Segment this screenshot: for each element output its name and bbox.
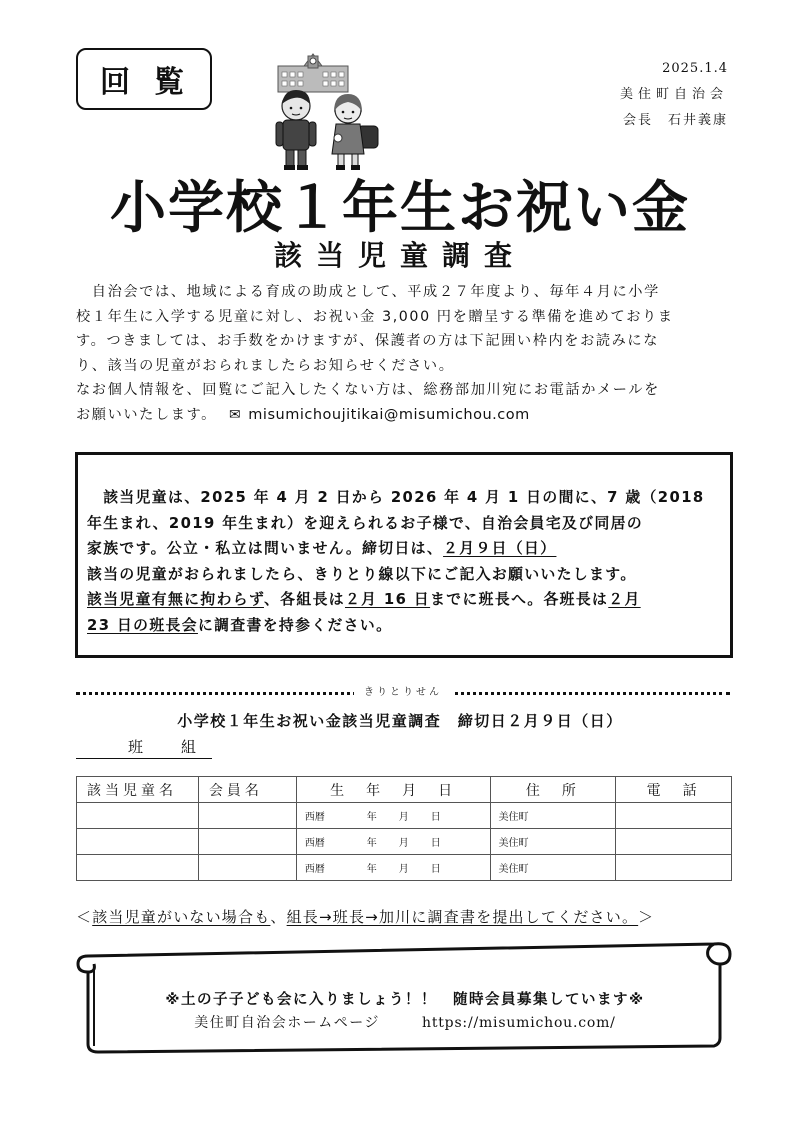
notice-emphasis: ２月 xyxy=(608,591,641,608)
intro-line: なお個人情報を、回覧にご記入したくない方は、総務部加川宛にお電話かメールを xyxy=(76,382,660,398)
note-text: 該当児童がいない場合も xyxy=(92,908,271,926)
organization-name: 美住町自治会 xyxy=(619,87,728,102)
address-cell[interactable]: 美住町 xyxy=(490,803,616,829)
submission-note xyxy=(76,906,736,927)
cut-line xyxy=(76,683,730,699)
intro-paragraph xyxy=(76,280,730,427)
sub-title: 該当児童調査 xyxy=(273,239,526,272)
intro-line: す。つきましては、お手数をかけますが、保護者の方は下記囲い枠内をお読みにな xyxy=(76,333,660,349)
note-text: 、 xyxy=(270,908,287,926)
issue-date: 2025.1.4 xyxy=(662,61,728,76)
seireki-label: 西暦 xyxy=(304,812,325,823)
scroll-banner xyxy=(74,934,736,1054)
note-bracket: ＜ xyxy=(76,908,93,926)
notice-line xyxy=(87,613,720,639)
month-label: 月 xyxy=(398,838,409,849)
birthdate-cell[interactable] xyxy=(296,803,490,829)
cut-line-label: きりとりせん xyxy=(354,683,452,698)
phone-cell[interactable] xyxy=(616,803,732,829)
intro-text: 自治会では、地域による育成の助成として、平成２７年度より、毎年４月に小学 xyxy=(91,284,660,300)
address-cell[interactable]: 美住町 xyxy=(490,829,616,855)
member-name-cell[interactable] xyxy=(198,803,296,829)
note-bracket: ＞ xyxy=(638,908,655,926)
group-field[interactable] xyxy=(76,736,212,759)
notice-text: までに班長へ。各班長は xyxy=(430,591,609,608)
phone-cell[interactable] xyxy=(616,855,732,881)
banner-homepage-line xyxy=(74,1012,736,1032)
circulation-badge: 回覧 xyxy=(76,48,212,110)
notice-emphasis: 23 日の班長会 xyxy=(87,616,198,634)
table-row xyxy=(77,855,732,881)
col-child-name: 該当児童名 xyxy=(77,777,199,803)
envelope-icon: ✉ xyxy=(228,406,243,423)
chairperson: 会長 石井義康 xyxy=(622,113,728,128)
address-cell[interactable]: 美住町 xyxy=(490,855,616,881)
intro-line: り、該当の児童がおられましたらお知らせください。 xyxy=(76,357,455,374)
notice-line: 該当の児童がおられましたら、きりとり線以下にご記入お願いいたします。 xyxy=(87,565,637,583)
notice-line xyxy=(87,485,720,511)
eligibility-notice-box xyxy=(75,452,733,658)
col-birthdate: 生 年 月 日 xyxy=(296,777,490,803)
day-label: 日 xyxy=(430,812,441,823)
member-name-cell[interactable] xyxy=(198,829,296,855)
day-label: 日 xyxy=(430,838,441,849)
birthdate-cell[interactable] xyxy=(296,829,490,855)
member-name-cell[interactable] xyxy=(198,855,296,881)
phone-cell[interactable] xyxy=(616,829,732,855)
child-name-cell[interactable] xyxy=(77,829,199,855)
notice-text: 、各組長は xyxy=(263,591,345,608)
group-han-label: 班 xyxy=(128,738,146,756)
homepage-link[interactable]: https://misumichou.com/ xyxy=(422,1015,616,1031)
col-phone: 電 話 xyxy=(616,777,732,803)
seireki-label: 西暦 xyxy=(304,864,325,875)
year-label: 年 xyxy=(366,864,377,875)
year-label: 年 xyxy=(366,812,377,823)
table-row xyxy=(77,803,732,829)
banner-headline: ※土の子子ども会に入りましょう！！ 随時会員募集しています※ xyxy=(165,992,645,1008)
header-info xyxy=(620,56,728,134)
day-label: 日 xyxy=(430,864,441,875)
intro-text: お願いいたします。 xyxy=(76,406,217,423)
notice-emphasis: ２月 16 日 xyxy=(344,591,431,608)
intro-line xyxy=(76,403,730,428)
form-title: 小学校１年生お祝い金該当児童調査 締切日２月９日（日） xyxy=(177,712,623,730)
contact-email[interactable]: misumichoujitikai@misumichou.com xyxy=(248,406,530,423)
intro-line: 校１年生に入学する児童に対し、お祝い金 3,000 円を贈呈する準備を進めておりま xyxy=(76,308,674,325)
notice-line: 年生まれ、2019 年生まれ）を迎えられるお子様で、自治会員宅及び同居の xyxy=(87,514,644,532)
month-label: 月 xyxy=(398,812,409,823)
seireki-label: 西暦 xyxy=(304,838,325,849)
main-title: 小学校１年生お祝い金 xyxy=(110,176,690,241)
notice-text: 該当児童は、2025 年 4 月 2 日から 2026 年 4 月 1 日の間に、7 歳（2018 xyxy=(103,489,705,506)
deadline-text: ２月９日（日） xyxy=(443,540,557,557)
intro-line xyxy=(76,280,730,305)
col-member-name: 会員名 xyxy=(198,777,296,803)
school-children-illustration xyxy=(266,48,386,174)
birthdate-cell[interactable] xyxy=(296,855,490,881)
child-name-cell[interactable] xyxy=(77,803,199,829)
table-row xyxy=(77,829,732,855)
survey-table xyxy=(76,776,732,881)
table-header-row xyxy=(77,777,732,803)
col-address: 住 所 xyxy=(490,777,616,803)
notice-text: 家族です。公立・私立は問いません。締切日は、 xyxy=(87,540,444,557)
notice-emphasis: 該当児童有無に拘わらず xyxy=(87,591,264,608)
child-name-cell[interactable] xyxy=(77,855,199,881)
homepage-label: 美住町自治会ホームページ xyxy=(194,1015,381,1031)
group-kumi-label: 組 xyxy=(181,738,199,756)
notice-text: に調査書を持参ください。 xyxy=(197,616,393,634)
year-label: 年 xyxy=(366,838,377,849)
note-text: 組長→班長→加川に調査書を提出してください。 xyxy=(286,908,639,926)
notice-line xyxy=(87,587,720,613)
month-label: 月 xyxy=(398,864,409,875)
notice-line xyxy=(87,536,720,562)
